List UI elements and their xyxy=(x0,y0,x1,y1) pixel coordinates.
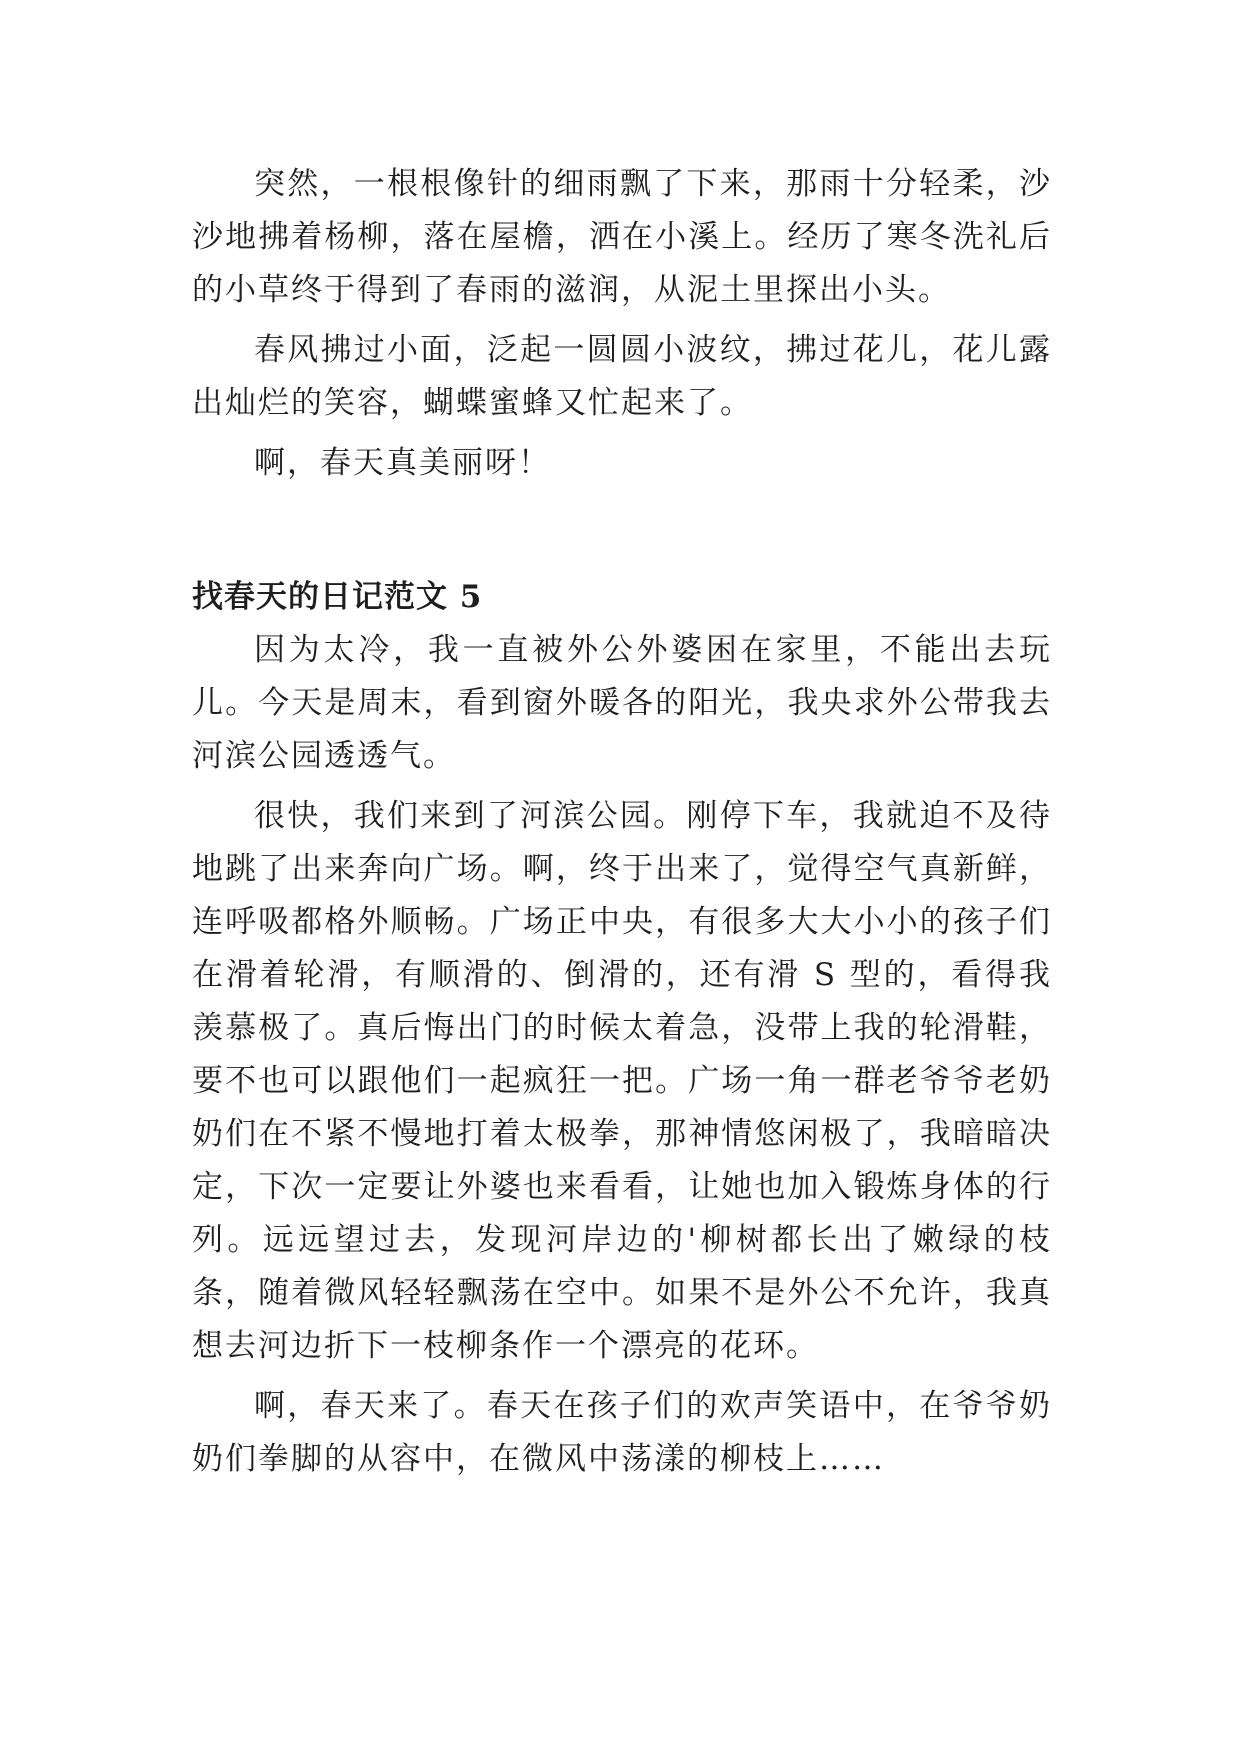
section-previous-entry xyxy=(192,158,1052,497)
paragraph-drizzle: 突然，一根根像针的细雨飘了下来，那雨十分轻柔，沙沙地拂着杨柳，落在屋檐，洒在小溪上。经历了寒冬洗礼后的小草终于得到了春雨的滋润，从泥土里探出小头。 xyxy=(192,166,1052,308)
section-heading: 找春天的日记范文 5 xyxy=(192,579,483,615)
paragraph-exclamation: 啊，春天真美丽呀！ xyxy=(254,445,551,481)
paragraph-park: 很快，我们来到了河滨公园。刚停下车，我就迫不及待地跳了出来奔向广场。啊，终于出来了，觉得空气真新鲜，连呼吸都格外顺畅。广场正中央，有很多大大小小的孩子们在滑着轮滑，有顺滑的、倒滑的，还有滑 S 型的，看得我羡慕极了。真后悔出门的时候太着急，没带上我的轮滑鞋，要不也可以跟他们一起疯狂一把。广场一角一群老爷爷老奶奶们在不紧不慢地打着太极拳，那神情悠闲极了，我暗暗决定，下次一定要让外婆也来看看，让她也加入锻炼身体的行列。远远望过去，发现河岸边的'柳树都长出了嫩绿的枝条，随着微风轻轻飘荡在空中。如果不是外公不允许，我真想去河边折下一枝柳条作一个漂亮的花环。 xyxy=(192,798,1052,1364)
paragraph-intro: 因为太冷，我一直被外公外婆困在家里，不能出去玩儿。今天是周末，看到窗外暖各的阳光，我央求外公带我去河滨公园透透气。 xyxy=(192,632,1052,774)
paragraph-conclusion: 啊，春天来了。春天在孩子们的欢声笑语中，在爷爷奶奶们拳脚的从容中，在微风中荡漾的柳枝上…… xyxy=(192,1388,1052,1477)
section-diary-5 xyxy=(192,571,1052,1493)
paragraph-spring-breeze: 春风拂过小面，泛起一圆圆小波纹，拂过花儿，花儿露出灿烂的笑容，蝴蝶蜜蜂又忙起来了。 xyxy=(192,332,1052,421)
